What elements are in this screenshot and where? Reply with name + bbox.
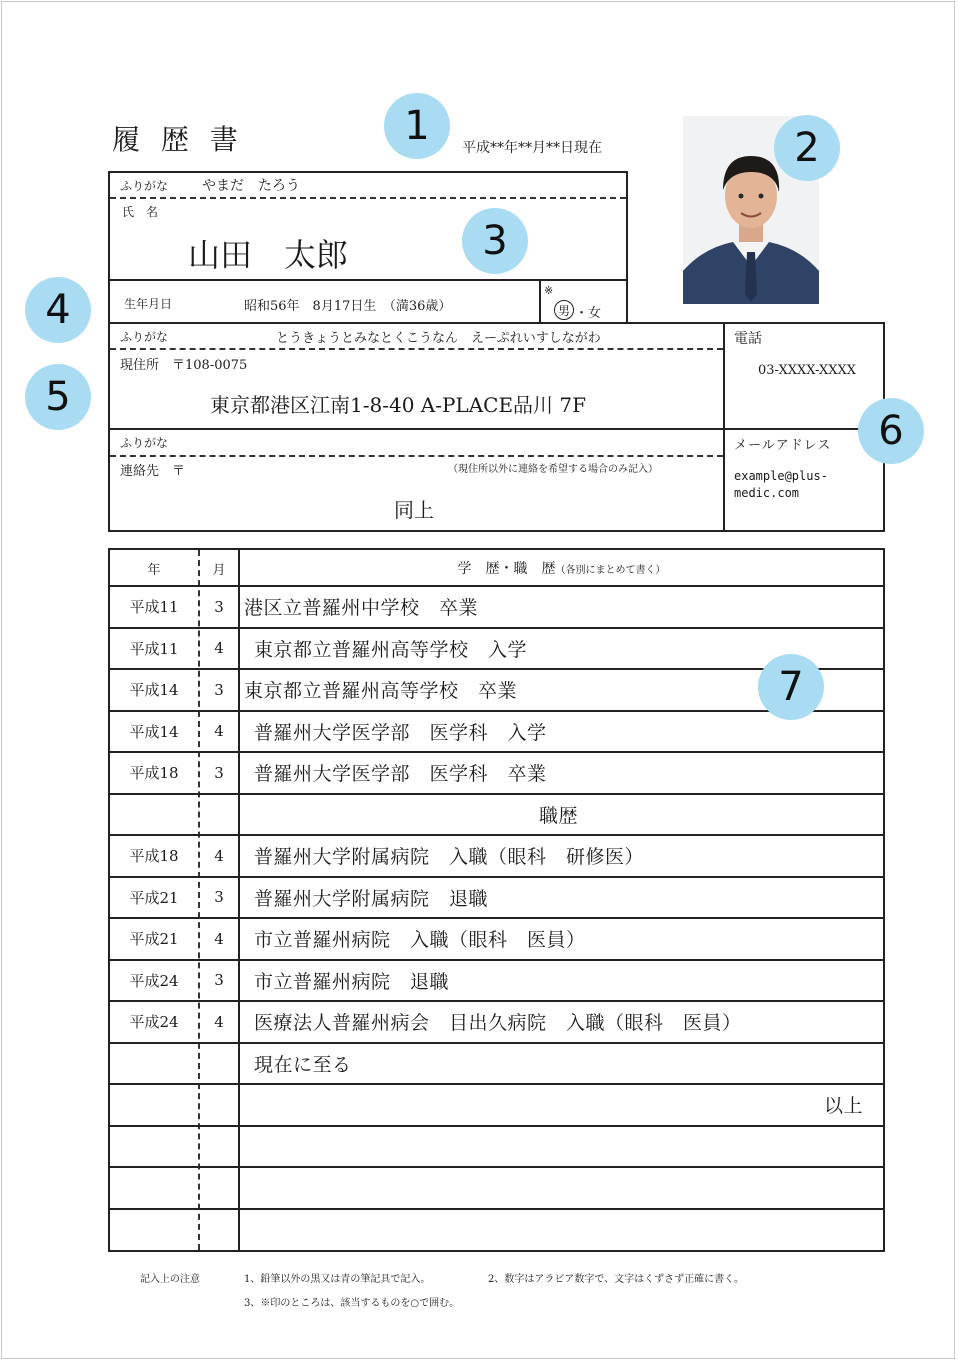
- email-label: メールアドレス: [734, 438, 832, 453]
- history-entry: 港区立普羅州中学校 卒業: [244, 597, 479, 619]
- history-year: [110, 1084, 198, 1125]
- history-month: [199, 1167, 239, 1208]
- sex-male-label: 男: [557, 303, 570, 318]
- history-year: 平成14: [129, 681, 179, 699]
- history-month: 3: [214, 680, 224, 699]
- history-entry: 現在に至る: [254, 1053, 352, 1076]
- history-year: 平成21: [129, 930, 179, 948]
- history-month: [199, 1084, 239, 1125]
- history-year: 平成14: [129, 722, 179, 741]
- phone-label: 電話: [734, 331, 762, 347]
- sex-note: ※: [544, 284, 554, 297]
- history-month: 4: [214, 722, 224, 740]
- history-entry: 市立普羅州病院 入職（眼科 医員）: [254, 929, 586, 951]
- sex-female-label: ・女: [575, 306, 602, 321]
- table-row: [110, 918, 883, 959]
- table-row: [110, 794, 883, 835]
- footer-notes-label: 記入上の注意: [140, 1274, 200, 1285]
- history-year: 平成11: [129, 639, 179, 658]
- address-furigana-value: とうきょうとみなとくこうなん えーぷれいすしながわ: [276, 331, 601, 346]
- contact-value: 同上: [394, 498, 434, 522]
- marker-1: 1: [384, 93, 450, 159]
- history-entry: 普羅州大学附属病院 退職: [254, 887, 489, 910]
- address-value: 東京都港区江南1-8-40 A-PLACE品川 7F: [210, 393, 587, 417]
- sex-male-circled: [554, 300, 574, 320]
- marker-3: 3: [462, 208, 528, 274]
- history-year: [110, 1043, 198, 1084]
- document-title: 履 歴 書: [112, 123, 244, 156]
- history-year: 平成24: [129, 1013, 179, 1031]
- history-year: [110, 1209, 198, 1250]
- name-label: 氏 名: [122, 205, 159, 219]
- footer-note-2: 2、数字はアラビア数字で、文字はくずさず正確に書く。: [488, 1274, 744, 1285]
- table-row: [110, 1043, 883, 1084]
- history-entry: 以上: [823, 1095, 863, 1117]
- history-year: 平成18: [129, 847, 179, 865]
- history-month: 4: [214, 1012, 224, 1031]
- table-row: [110, 752, 883, 793]
- contact-note: （現住所以外に連絡を希望する場合のみ記入）: [448, 464, 658, 475]
- marker-5: 5: [25, 364, 91, 430]
- history-year: 平成11: [129, 598, 179, 616]
- history-year: 平成24: [129, 971, 179, 990]
- table-row: [110, 877, 883, 918]
- history-month: 4: [214, 929, 224, 948]
- history-month: 4: [214, 846, 224, 865]
- address-furigana-label: ふりがな: [120, 330, 169, 344]
- history-month: [199, 1209, 239, 1250]
- marker-7: 7: [758, 654, 824, 720]
- history-entry: 職歴: [538, 804, 578, 827]
- history-month: 3: [214, 888, 224, 906]
- history-year: [110, 1167, 198, 1208]
- history-entry: [254, 1126, 863, 1167]
- table-row: [110, 835, 883, 876]
- history-month: 3: [214, 597, 224, 616]
- history-entry: 医療法人普羅州病会 目出久病院 入職（眼科 医員）: [254, 1012, 742, 1034]
- history-col-content: [240, 558, 883, 578]
- history-entry: 東京都立普羅州高等学校 卒業: [244, 680, 518, 702]
- contact-label: 連絡先 〒: [120, 464, 186, 479]
- document-date: 平成**年**月**日現在: [462, 140, 602, 156]
- history-month: 3: [214, 971, 224, 989]
- history-col-content-label: 学 歴・職 歴: [457, 561, 556, 577]
- history-month: 3: [214, 763, 224, 782]
- history-entry: 普羅州大学附属病院 入職（眼科 研修医）: [254, 846, 645, 868]
- history-year: [110, 794, 198, 835]
- history-month: [199, 1043, 239, 1084]
- table-row: [110, 960, 883, 1001]
- name-value: 山田 太郎: [188, 236, 349, 274]
- history-entry: 東京都立普羅州高等学校 入学: [254, 638, 528, 661]
- history-year: 平成18: [129, 764, 179, 782]
- table-row: [110, 1167, 883, 1208]
- phone-value: 03-XXXX-XXXX: [758, 363, 856, 378]
- table-row: [110, 1001, 883, 1042]
- history-month: 4: [214, 639, 224, 657]
- history-year: [110, 1126, 198, 1167]
- contact-furigana-label: ふりがな: [120, 436, 169, 450]
- table-row: [110, 1084, 883, 1125]
- footer-note-3: 3、※印のところは、該当するものを○で囲む。: [244, 1298, 460, 1309]
- address-label: 現住所 〒108-0075: [120, 358, 248, 373]
- table-row: [110, 1126, 883, 1167]
- history-entry: [254, 1209, 863, 1250]
- history-col-year: 年: [147, 563, 161, 578]
- name-furigana-label: ふりがな: [120, 179, 169, 193]
- birthdate-label: 生年月日: [124, 297, 173, 311]
- history-entry: 市立普羅州病院 退職: [254, 970, 450, 993]
- marker-6: 6: [858, 398, 924, 464]
- history-month: [199, 794, 239, 835]
- email-value-line2: medic.com: [734, 486, 800, 500]
- marker-2: 2: [774, 115, 840, 181]
- footer-note-1: 1、鉛筆以外の黒又は青の筆記具で記入。: [244, 1274, 431, 1285]
- history-entry: 普羅州大学医学部 医学科 卒業: [254, 763, 547, 785]
- history-col-content-note: （各別にまとめて書く）: [555, 565, 666, 576]
- name-furigana-value: やまだ たろう: [202, 178, 300, 194]
- table-row: [110, 711, 883, 752]
- history-year: 平成21: [129, 888, 179, 907]
- birthdate-value: 昭和56年 8月17日生 （満36歳）: [244, 299, 452, 314]
- history-month: [199, 1126, 239, 1167]
- marker-4: 4: [25, 277, 91, 343]
- email-value-line1: example@plus-: [734, 469, 828, 483]
- table-row: [110, 586, 883, 627]
- table-row: [110, 1209, 883, 1250]
- history-entry: 普羅州大学医学部 医学科 入学: [254, 721, 547, 744]
- history-col-month: 月: [212, 563, 226, 578]
- history-entry: [254, 1167, 863, 1208]
